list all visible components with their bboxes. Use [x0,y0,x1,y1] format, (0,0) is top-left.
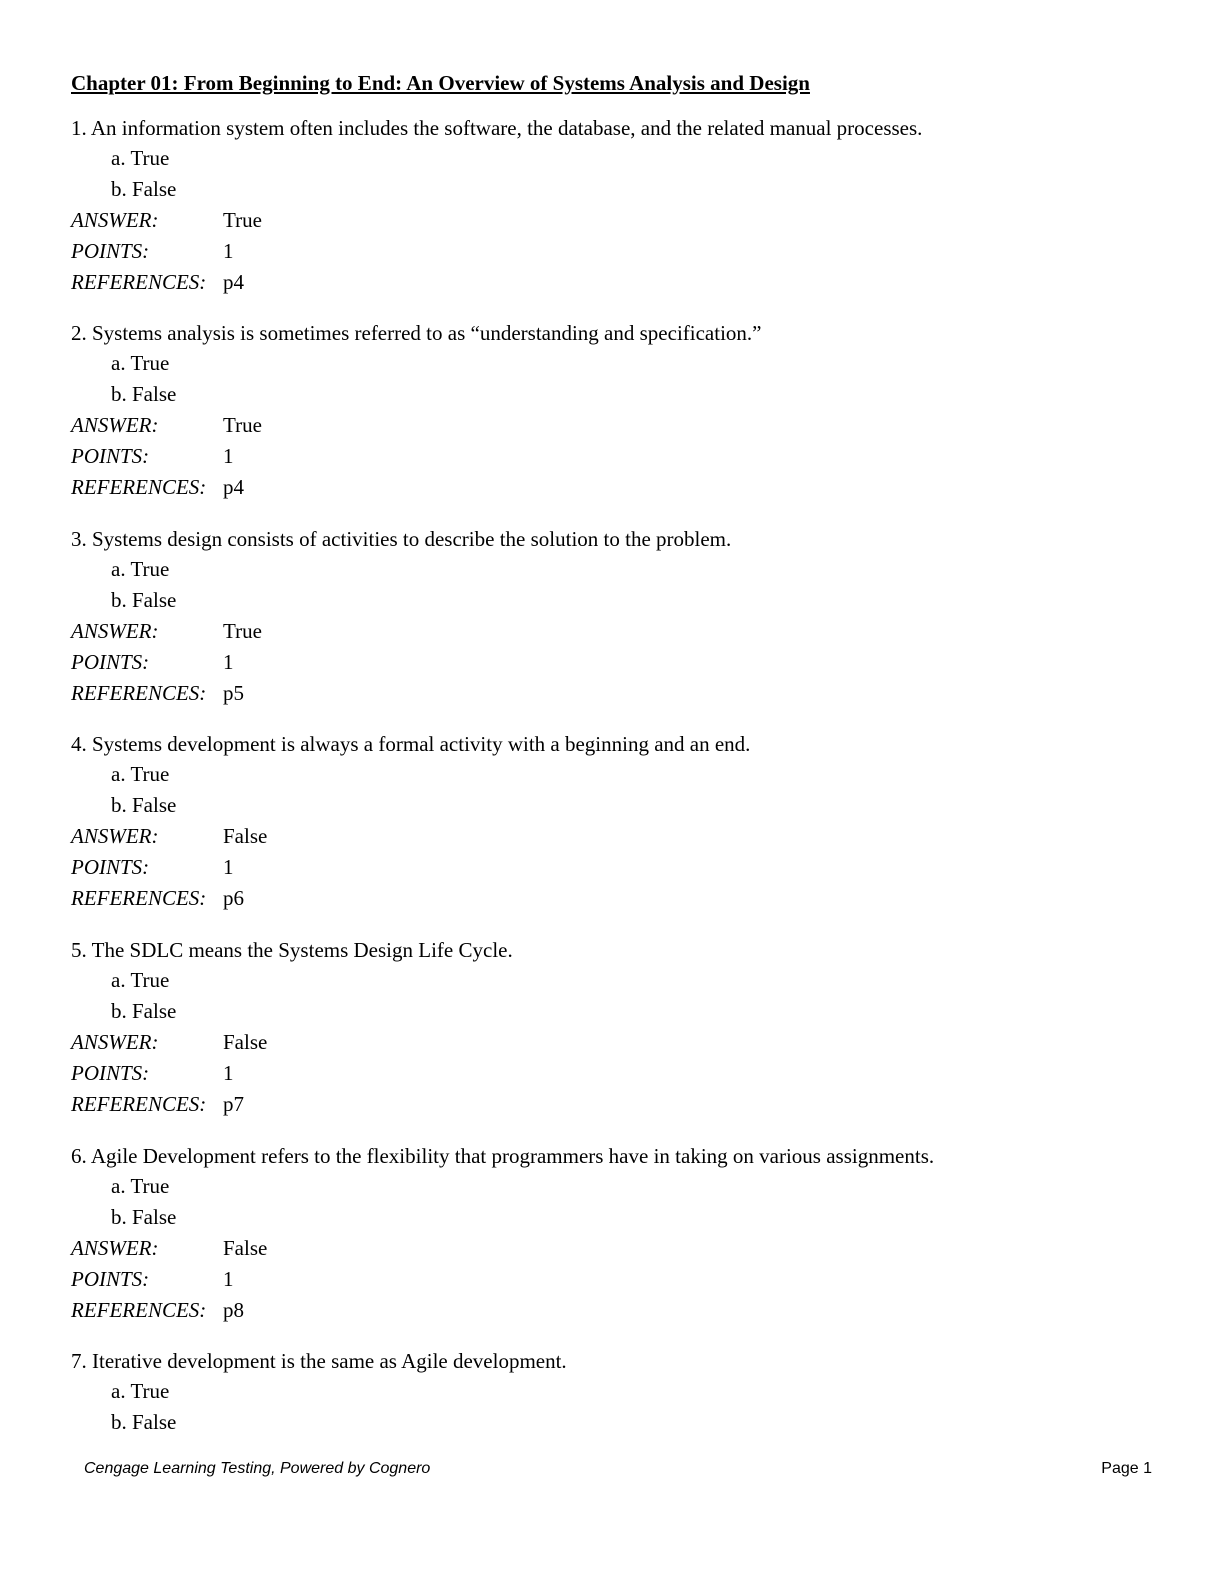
points-value: 1 [223,444,234,468]
option-false: b. False [111,588,177,612]
question-6 [71,1141,1161,1326]
references-label: REFERENCES: [71,270,207,294]
references-label: REFERENCES: [71,1092,207,1116]
option-false: b. False [111,177,177,201]
footer-publisher: Cengage Learning Testing, Powered by Cognero [84,1460,431,1477]
references-row [71,883,1161,914]
answer-row [71,821,1161,852]
points-value: 1 [223,650,234,674]
references-value: p5 [223,681,244,705]
question-stem: 5. The SDLC means the Systems Design Life Cycle. [71,937,513,962]
chapter-title: Chapter 01: From Beginning to End: An Overview of Systems Analysis and Design [71,71,810,95]
answer-label: ANSWER: [71,824,159,848]
points-label: POINTS: [71,650,150,674]
answer-label: ANSWER: [71,1236,159,1260]
points-row [71,647,1161,678]
points-label: POINTS: [71,444,150,468]
question-4 [71,729,1161,914]
option-false: b. False [111,793,177,817]
option-false: b. False [111,382,177,406]
question-1 [71,113,1161,298]
answer-row [71,1027,1161,1058]
references-label: REFERENCES: [71,681,207,705]
question-stem: 7. Iterative development is the same as Agile development. [71,1348,567,1373]
option-true: a. True [111,146,170,170]
question-stem: 3. Systems design consists of activities to describe the solution to the problem. [71,526,732,551]
option-false: b. False [111,1410,177,1434]
points-label: POINTS: [71,239,150,263]
answer-row [71,410,1161,441]
answer-value: True [223,208,262,232]
answer-value: False [223,824,268,848]
references-value: p8 [223,1298,244,1322]
references-row [71,1089,1161,1120]
question-5 [71,935,1161,1120]
answer-row [71,205,1161,236]
option-true: a. True [111,1174,170,1198]
references-value: p4 [223,270,244,294]
option-true: a. True [111,968,170,992]
references-value: p7 [223,1092,244,1116]
references-value: p4 [223,475,244,499]
question-3 [71,524,1161,709]
references-row [71,1295,1161,1326]
question-stem: 1. An information system often includes the software, the database, and the related manual processes. [71,115,923,140]
option-true: a. True [111,557,170,581]
answer-label: ANSWER: [71,619,159,643]
points-row [71,1264,1161,1295]
question-7 [71,1346,1161,1438]
option-false: b. False [111,999,177,1023]
answer-value: False [223,1236,268,1260]
question-stem: 2. Systems analysis is sometimes referred to as “understanding and specification.” [71,320,762,345]
option-false: b. False [111,1205,177,1229]
points-label: POINTS: [71,1267,150,1291]
option-true: a. True [111,1379,170,1403]
points-value: 1 [223,239,234,263]
references-label: REFERENCES: [71,886,207,910]
answer-label: ANSWER: [71,1030,159,1054]
references-value: p6 [223,886,244,910]
answer-value: False [223,1030,268,1054]
points-row [71,441,1161,472]
answer-label: ANSWER: [71,413,159,437]
question-stem: 6. Agile Development refers to the flexibility that programmers have in taking on various assignments. [71,1143,935,1168]
footer-page-number: Page 1 [1101,1460,1152,1477]
answer-label: ANSWER: [71,208,159,232]
references-row [71,472,1161,503]
points-label: POINTS: [71,1061,150,1085]
references-row [71,267,1161,298]
option-true: a. True [111,351,170,375]
points-row [71,1058,1161,1089]
references-row [71,678,1161,709]
points-value: 1 [223,1267,234,1291]
points-row [71,852,1161,883]
points-label: POINTS: [71,855,150,879]
question-2 [71,318,1161,503]
points-value: 1 [223,855,234,879]
answer-value: True [223,413,262,437]
points-row [71,236,1161,267]
answer-row [71,1233,1161,1264]
answer-value: True [223,619,262,643]
points-value: 1 [223,1061,234,1085]
references-label: REFERENCES: [71,475,207,499]
answer-row [71,616,1161,647]
references-label: REFERENCES: [71,1298,207,1322]
option-true: a. True [111,762,170,786]
question-stem: 4. Systems development is always a formal activity with a beginning and an end. [71,731,751,756]
